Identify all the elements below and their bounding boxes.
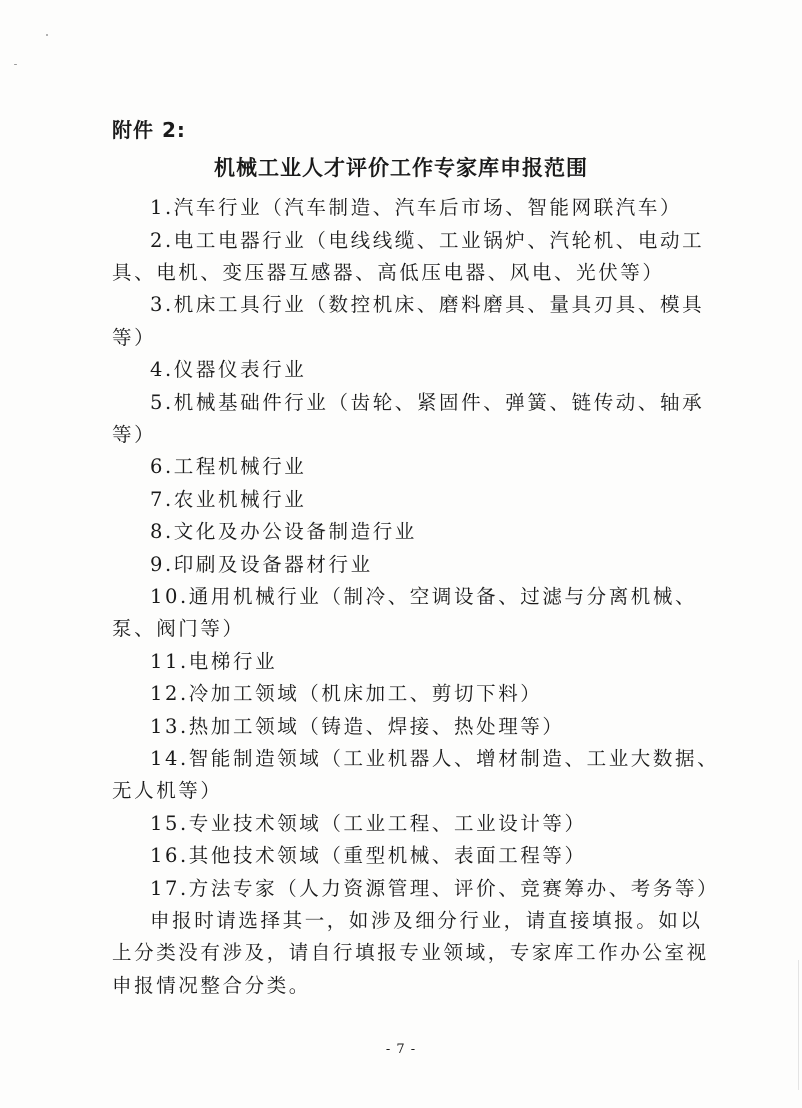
list-item: 7.农业机械行业 xyxy=(150,488,307,511)
scan-speck xyxy=(46,34,48,36)
attachment-label: 附件 2: xyxy=(112,118,186,142)
list-item: 9.印刷及设备器材行业 xyxy=(150,553,373,576)
note-paragraph-continuation: 上分类没有涉及，请自行填报专业领域，专家库工作办公室视 xyxy=(112,941,709,964)
list-item: 2.电工电器行业（电线线缆、工业锅炉、汽轮机、电动工 xyxy=(150,229,705,252)
list-item: 5.机械基础件行业（齿轮、紧固件、弹簧、链传动、轴承 xyxy=(150,391,705,414)
list-item: 8.文化及办公设备制造行业 xyxy=(150,520,417,543)
list-item: 1.汽车行业（汽车制造、汽车后市场、智能网联汽车） xyxy=(150,196,683,219)
page-number: - 7 - xyxy=(385,1042,417,1057)
list-item-continuation: 等） xyxy=(112,326,157,349)
list-item: 14.智能制造领域（工业机器人、增材制造、工业大数据、 xyxy=(150,747,720,770)
list-item-continuation: 泵、阀门等） xyxy=(112,617,245,640)
list-item: 11.电梯行业 xyxy=(150,650,278,673)
list-item: 10.通用机械行业（制冷、空调设备、过滤与分离机械、 xyxy=(150,585,698,608)
list-item: 4.仪器仪表行业 xyxy=(150,358,307,381)
list-item: 6.工程机械行业 xyxy=(150,455,307,478)
note-paragraph: 申报时请选择其一，如涉及细分行业，请直接填报。如以 xyxy=(150,909,703,932)
list-item: 13.热加工领域（铸造、焊接、热处理等） xyxy=(150,715,565,738)
list-item: 3.机床工具行业（数控机床、磨料磨具、量具刃具、模具 xyxy=(150,293,705,316)
list-item-continuation: 无人机等） xyxy=(112,779,223,802)
list-item-continuation: 具、电机、变压器互感器、高低压电器、风电、光伏等） xyxy=(112,261,665,284)
document-title: 机械工业人才评价工作专家库申报范围 xyxy=(214,156,588,180)
list-item: 17.方法专家（人力资源管理、评价、竞赛筹办、考务等） xyxy=(150,877,720,900)
list-item: 15.专业技术领域（工业工程、工业设计等） xyxy=(150,812,587,835)
list-item: 16.其他技术领域（重型机械、表面工程等） xyxy=(150,844,587,867)
scan-speck xyxy=(14,64,17,65)
scan-edge-shadow xyxy=(798,960,799,1090)
note-paragraph-continuation: 申报情况整合分类。 xyxy=(112,974,311,997)
list-item-continuation: 等） xyxy=(112,423,157,446)
list-item: 12.冷加工领域（机床加工、剪切下料） xyxy=(150,682,543,705)
